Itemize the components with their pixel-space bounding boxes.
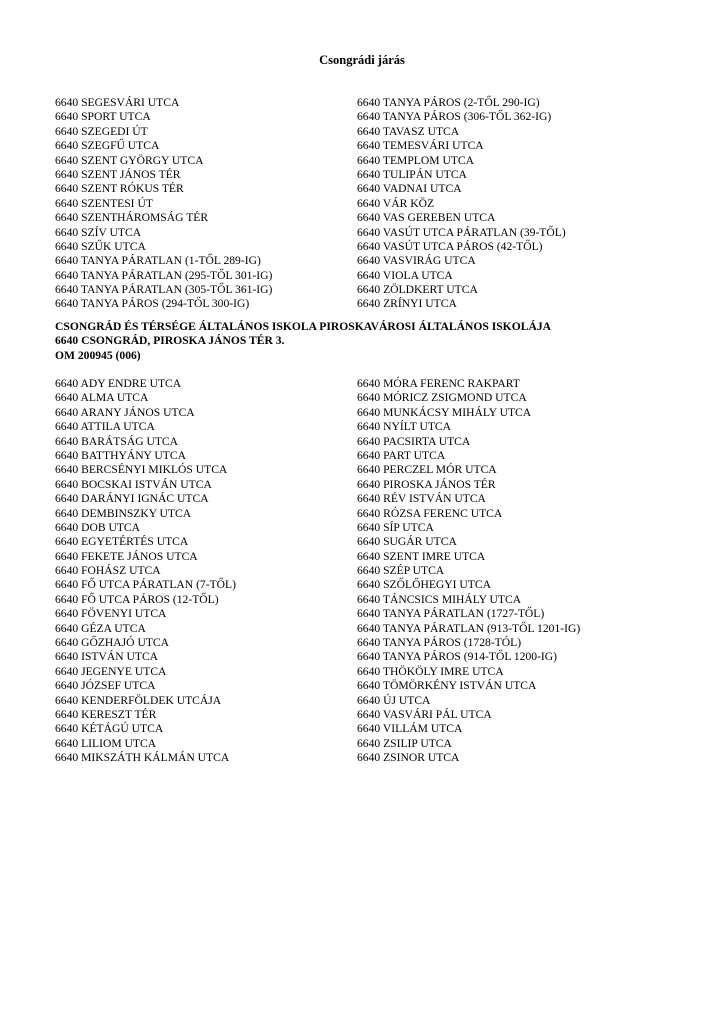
street-list-item: 6640 TANYA PÁRATLAN (295-TŐL 301-IG)	[55, 268, 273, 282]
street-list-item: 6640 TANYA PÁRATLAN (913-TŐL 1201-IG)	[357, 621, 581, 635]
street-list-item: 6640 MÓRICZ ZSIGMOND UTCA	[357, 391, 527, 405]
street-list-item: 6640 FÖVENYI UTCA	[55, 607, 167, 621]
street-list-item: 6640 PERCZEL MÓR UTCA	[357, 463, 497, 477]
street-list-2-left	[55, 377, 236, 766]
street-list-item: 6640 BOCSKAI ISTVÁN UTCA	[55, 477, 212, 491]
street-list-item: 6640 SUGÁR UTCA	[357, 535, 457, 549]
street-list-item: 6640 MÓRA FERENC RAKPART	[357, 377, 520, 390]
street-list-item: 6640 SZENT GYÖRGY UTCA	[55, 153, 204, 167]
street-list-item: 6640 VAS GEREBEN UTCA	[357, 211, 496, 225]
street-list-item: 6640 TANYA PÁROS (294-TŐL 300-IG)	[55, 297, 250, 311]
street-list-item: 6640 PART UTCA	[357, 448, 446, 462]
street-list-item: 6640 TANYA PÁRATLAN (1-TŐL 289-IG)	[55, 254, 261, 268]
street-list-item: 6640 GŐZHAJÓ UTCA	[55, 636, 170, 650]
school-address: 6640 CSONGRÁD, PIROSKA JÁNOS TÉR 3.	[55, 334, 285, 348]
street-list-item: 6640 TANYA PÁRATLAN (305-TŐL 361-IG)	[55, 283, 273, 297]
street-list-item: 6640 MUNKÁCSY MIHÁLY UTCA	[357, 405, 532, 419]
street-list-item: 6640 FŐ UTCA PÁROS (12-TŐL)	[55, 592, 219, 606]
street-list-item: 6640 SZŰK UTCA	[55, 239, 146, 253]
street-list-item: 6640 TANYA PÁROS (914-TŐL 1200-IG)	[357, 650, 558, 664]
school-header	[55, 320, 551, 363]
street-list-item: 6640 SZENTESI ÚT	[55, 196, 153, 210]
street-list-item: 6640 VASÚT UTCA PÁROS (42-TŐL)	[357, 239, 543, 253]
street-list-item: 6640 ARANY JÁNOS UTCA	[55, 405, 195, 419]
street-list-item: 6640 SEGESVÁRI UTCA	[55, 96, 180, 109]
street-list-item: 6640 ZSILIP UTCA	[357, 736, 452, 750]
street-list-item: 6640 SZŐLŐHEGYI UTCA	[357, 578, 491, 592]
street-list-item: 6640 JEGENYE UTCA	[55, 664, 167, 678]
street-list-item: 6640 JÓZSEF UTCA	[55, 679, 156, 693]
street-list-item: 6640 RÉV ISTVÁN UTCA	[357, 492, 486, 506]
street-list-item: 6640 TÁNCSICS MIHÁLY UTCA	[357, 592, 522, 606]
street-list-item: 6640 PACSIRTA UTCA	[357, 434, 471, 448]
street-list-item: 6640 ALMA UTCA	[55, 391, 149, 405]
street-list-1-right	[357, 96, 566, 312]
street-list-item: 6640 RÓZSA FERENC UTCA	[357, 506, 503, 520]
street-list-item: 6640 VADNAI UTCA	[357, 182, 462, 196]
street-list-item: 6640 KERESZT TÉR	[55, 707, 157, 721]
street-list-item: 6640 DEMBINSZKY UTCA	[55, 506, 192, 520]
street-list-item: 6640 VASÚT UTCA PÁRATLAN (39-TŐL)	[357, 225, 566, 239]
street-list-item: 6640 NYÍLT UTCA	[357, 420, 452, 434]
street-list-1-left	[55, 96, 272, 312]
street-list-item: 6640 SZEGFŰ UTCA	[55, 139, 160, 153]
school-name: CSONGRÁD ÉS TÉRSÉGE ÁLTALÁNOS ISKOLA PIROSKAVÁROSI ÁLTALÁNOS ISKOLÁJA	[55, 320, 551, 333]
street-list-item: 6640 ATTILA UTCA	[55, 420, 155, 434]
street-list-item: 6640 VASVIRÁG UTCA	[357, 254, 476, 268]
page-title: Csongrádi járás	[319, 53, 405, 67]
street-list-item: 6640 SZENT IMRE UTCA	[357, 549, 486, 563]
street-list-item: 6640 THÖKÖLY IMRE UTCA	[357, 664, 504, 678]
street-list-2-right	[357, 377, 580, 766]
street-list-item: 6640 TANYA PÁROS (306-TŐL 362-IG)	[357, 110, 552, 124]
street-list-item: 6640 FŐ UTCA PÁRATLAN (7-TŐL)	[55, 578, 236, 592]
street-list-item: 6640 FEKETE JÁNOS UTCA	[55, 549, 198, 563]
street-list-item: 6640 TEMESVÁRI UTCA	[357, 139, 484, 153]
street-list-item: 6640 VIOLA UTCA	[357, 268, 453, 282]
street-list-item: 6640 GÉZA UTCA	[55, 621, 146, 635]
street-list-item: 6640 DOB UTCA	[55, 520, 141, 534]
street-list-item: 6640 ISTVÁN UTCA	[55, 650, 159, 664]
school-om-code: OM 200945 (006)	[55, 348, 141, 362]
street-list-item: 6640 SZENT JÁNOS TÉR	[55, 167, 181, 181]
street-list-item: 6640 SZÍV UTCA	[55, 225, 142, 239]
street-list-item: 6640 ZSINOR UTCA	[357, 751, 460, 765]
street-list-item: 6640 TANYA PÁRATLAN (1727-TŐL)	[357, 607, 545, 621]
street-list-item: 6640 TULIPÁN UTCA	[357, 167, 467, 181]
street-list-item: 6640 VÁR KÖZ	[357, 196, 435, 210]
street-list-item: 6640 SZÉP UTCA	[357, 564, 445, 578]
street-list-item: 6640 BERCSÉNYI MIKLÓS UTCA	[55, 463, 228, 477]
street-list-item: 6640 FOHÁSZ UTCA	[55, 564, 161, 578]
street-list-item: 6640 PIROSKA JÁNOS TÉR	[357, 477, 496, 491]
street-list-item: 6640 BARÁTSÁG UTCA	[55, 434, 179, 448]
street-list-item: 6640 VILLÁM UTCA	[357, 722, 463, 736]
street-list-item: 6640 KENDERFÖLDEK UTCÁJA	[55, 693, 222, 707]
street-list-item: 6640 ZRÍNYI UTCA	[357, 297, 457, 311]
street-list-item: 6640 SPORT UTCA	[55, 110, 151, 124]
street-list-item: 6640 KÉTÁGÚ UTCA	[55, 722, 164, 736]
street-list-item: 6640 BATTHYÁNY UTCA	[55, 448, 186, 462]
street-list-item: 6640 TAVASZ UTCA	[357, 124, 460, 138]
street-list-item: 6640 SZENT RÓKUS TÉR	[55, 182, 184, 196]
street-list-item: 6640 EGYETÉRTÉS UTCA	[55, 535, 189, 549]
street-list-item: 6640 ADY ENDRE UTCA	[55, 377, 182, 390]
street-list-item: 6640 TÖMÖRKÉNY ISTVÁN UTCA	[357, 679, 537, 693]
street-list-item: 6640 ÚJ UTCA	[357, 693, 431, 707]
street-list-item: 6640 TEMPLOM UTCA	[357, 153, 475, 167]
street-list-item: 6640 SZEGEDI ÚT	[55, 124, 148, 138]
street-list-item: 6640 SZENTHÁROMSÁG TÉR	[55, 211, 209, 225]
street-list-item: 6640 SÍP UTCA	[357, 520, 434, 534]
street-list-item: 6640 TANYA PÁROS (2-TŐL 290-IG)	[357, 96, 540, 109]
street-list-item: 6640 ZÖLDKERT UTCA	[357, 283, 478, 297]
street-list-item: 6640 TANYA PÁROS (1728-TÓL)	[357, 636, 522, 650]
street-list-item: 6640 VASVÁRI PÁL UTCA	[357, 707, 492, 721]
street-list-item: 6640 DARÁNYI IGNÁC UTCA	[55, 492, 209, 506]
street-list-item: 6640 LILIOM UTCA	[55, 736, 157, 750]
street-list-item: 6640 MIKSZÁTH KÁLMÁN UTCA	[55, 751, 230, 765]
